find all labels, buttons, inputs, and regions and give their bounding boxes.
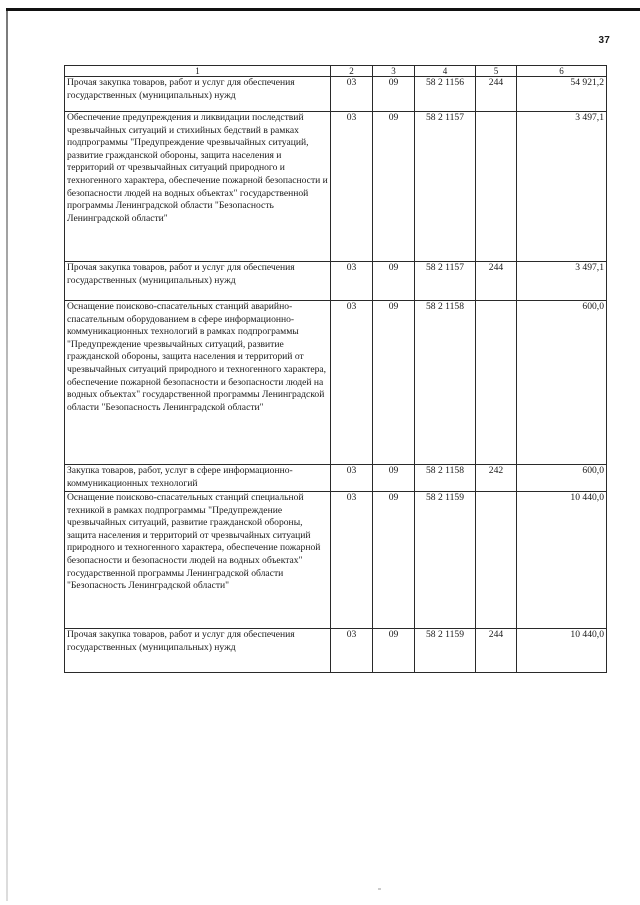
row-section: 03 [331, 629, 373, 673]
row-target-item: 58 2 1158 [415, 465, 476, 492]
row-target-item: 58 2 1159 [415, 629, 476, 673]
row-section: 03 [331, 492, 373, 629]
row-expense-type [476, 112, 517, 262]
row-subsection: 09 [373, 465, 415, 492]
row-amount: 3 497,1 [517, 262, 607, 301]
row-expense-type: 244 [476, 77, 517, 112]
row-expense-type: 242 [476, 465, 517, 492]
row-expense-type: 244 [476, 262, 517, 301]
row-amount: 10 440,0 [517, 492, 607, 629]
budget-table [64, 65, 607, 673]
column-number-row [65, 66, 607, 77]
table-row [65, 262, 607, 301]
row-expense-type: 244 [476, 629, 517, 673]
row-section: 03 [331, 465, 373, 492]
table-row [65, 112, 607, 262]
row-description: Прочая закупка товаров, работ и услуг для обеспечения государственных (муниципальных) нужд [65, 77, 331, 112]
row-amount: 3 497,1 [517, 112, 607, 262]
column-header-amount: 6 [517, 66, 607, 77]
row-description: Прочая закупка товаров, работ и услуг для обеспечения государственных (муниципальных) нужд [65, 629, 331, 673]
column-header-name: 1 [65, 66, 331, 77]
row-amount: 54 921,2 [517, 77, 607, 112]
row-description: Оснащение поисково-спасательных станций аварийно-спасательным оборудованием в сфере информационно-коммуникационных технологий в рамках подпрограммы "Предупреждение чрезвычайных ситуаций, развитие гражданской обороны, защита населения и территорий от чрезвычайных ситуаций природного и техногенного характера, обеспечение пожарной безопасности и безопасности людей на водных объектах" государственной программы Ленинградской области "Безопасность Ленинградской области" [65, 301, 331, 465]
row-expense-type [476, 301, 517, 465]
column-header-section: 2 [331, 66, 373, 77]
row-subsection: 09 [373, 301, 415, 465]
row-target-item: 58 2 1157 [415, 112, 476, 262]
row-amount: 600,0 [517, 301, 607, 465]
table-row [65, 465, 607, 492]
row-description: Прочая закупка товаров, работ и услуг для обеспечения государственных (муниципальных) нужд [65, 262, 331, 301]
row-subsection: 09 [373, 492, 415, 629]
row-amount: 10 440,0 [517, 629, 607, 673]
row-target-item: 58 2 1159 [415, 492, 476, 629]
row-subsection: 09 [373, 629, 415, 673]
row-description: Закупка товаров, работ, услуг в сфере информационно-коммуникационных технологий [65, 465, 331, 492]
row-section: 03 [331, 112, 373, 262]
column-header-expense-type: 5 [476, 66, 517, 77]
row-target-item: 58 2 1156 [415, 77, 476, 112]
row-section: 03 [331, 77, 373, 112]
table-row [65, 492, 607, 629]
column-header-target-item: 4 [415, 66, 476, 77]
page-number: 37 [598, 35, 610, 46]
scan-speck [378, 888, 381, 890]
row-expense-type [476, 492, 517, 629]
row-section: 03 [331, 301, 373, 465]
table-row [65, 77, 607, 112]
column-header-subsection: 3 [373, 66, 415, 77]
row-description: Оснащение поисково-спасательных станций специальной техникой в рамках подпрограммы "Предупреждение чрезвычайных ситуаций, развитие гражданской обороны, защита населения и территорий от чрезвычайных ситуаций природного и техногенного характера, обеспечение пожарной безопасности и безопасности людей на водных объектах" государственной программы Ленинградской области "Безопасность Ленинградской области" [65, 492, 331, 629]
table-row [65, 629, 607, 673]
row-subsection: 09 [373, 77, 415, 112]
row-target-item: 58 2 1157 [415, 262, 476, 301]
row-subsection: 09 [373, 262, 415, 301]
table-row [65, 301, 607, 465]
scan-border-left [6, 11, 8, 901]
row-target-item: 58 2 1158 [415, 301, 476, 465]
row-section: 03 [331, 262, 373, 301]
row-description: Обеспечение предупреждения и ликвидации последствий чрезвычайных ситуаций и стихийных бедствий в рамках подпрограммы "Предупреждение чрезвычайных ситуаций, развитие гражданской обороны, защита населения и территорий от чрезвычайных ситуаций природного и техногенного характера, обеспечение пожарной безопасности и безопасности людей на водных объектах" государственной программы Ленинградской области "Безопасность Ленинградской области" [65, 112, 331, 262]
row-amount: 600,0 [517, 465, 607, 492]
row-subsection: 09 [373, 112, 415, 262]
scan-border-top [6, 8, 640, 11]
